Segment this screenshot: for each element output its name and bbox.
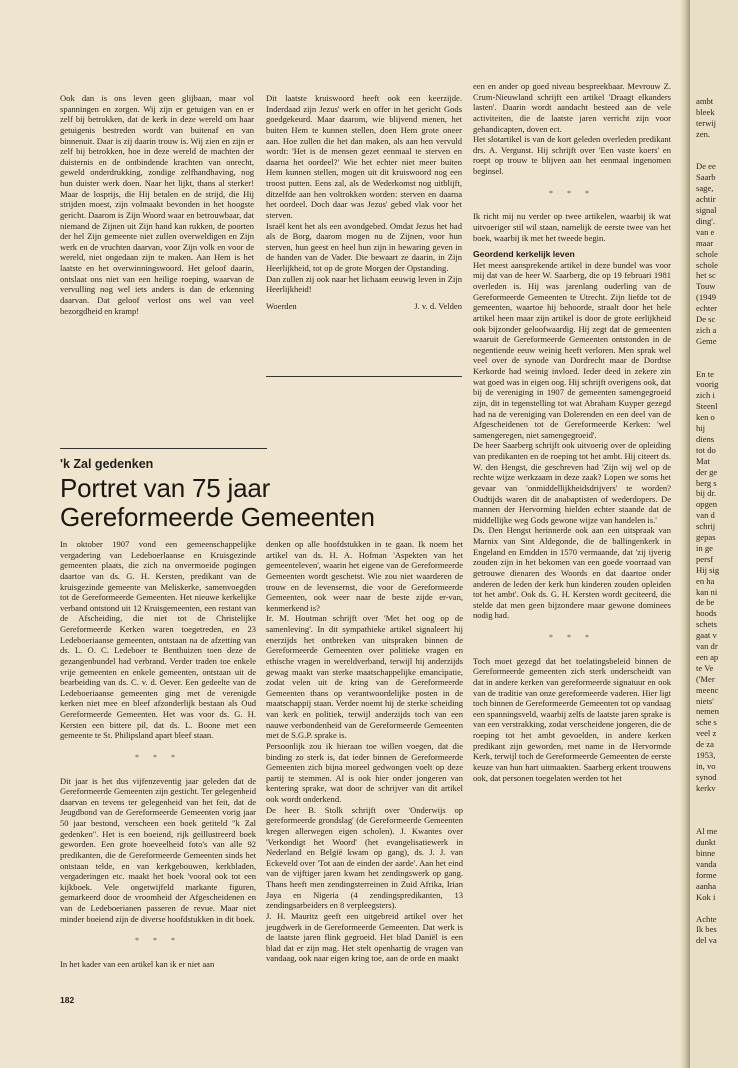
paragraph: Toch moet gezegd dat het toelatingsbeleid binnen de Gereformeerde gemeenten zich sterk onderscheidt van dat in andere kerken van gereformeerde signatuur en ook van de traditie van onze gereformeerde vaderen. Hier ligt toch binnen de Gereformeerde Gemeenten tot op vandaag een spanningsveld, waarbij zelfs de laatste jaren sprake is van een verstrakking, zodat verscheidene jongeren, die de roeping tot het ambt gevoelden, in andere kerken predikant zijn geworden, met name in de Hervormde Kerk, terwijl toch de Gereformeerde Gemeenten de eerste keuze van hun hart uitmaakten. Saarberg erkent trouwens ook, dat personen toegelaten werden tot het <box>473 655 671 783</box>
next-page-line: schrij <box>696 521 716 532</box>
next-page-line: signal <box>696 205 717 215</box>
section-stars: * * * <box>549 633 595 642</box>
next-page-line: sche s <box>696 717 717 728</box>
section-divider <box>60 448 267 449</box>
next-page-line: aanha <box>696 880 717 891</box>
next-page-line: voorig <box>696 379 719 390</box>
section-divider-right <box>266 376 462 377</box>
next-page-line: ambt <box>696 96 714 106</box>
next-page-line: (1949 <box>696 292 717 303</box>
signature-author: J. v. d. Velden <box>414 300 462 311</box>
next-page-line: persf <box>696 553 714 564</box>
next-page-line: De ee <box>696 161 716 172</box>
next-page-line: en ha <box>696 575 715 586</box>
paragraph: Dit jaar is het dus vijfenzeventig jaar geleden dat de Gereformeerde Gemeenten zijn gesticht. Ter gelegenheid daarvan en tevens ter gelegenheid van het feit, dat de Jeugdbond van de Gereformeerde Gemeenten vorig jaar 50 jaar bestond, verscheen een boek getiteld "k Zal gedenken". Het is een boeiend, rijk geïllustreerd boek geworden. Een grote hoeveelheid foto's van alle 92 predikanten, die de Gereformeerde Gemeenten sinds het ontstaan telde, en van kerkgebouwen, kerkbladen, vergaderingen etc. maakt het boek 'vooral ook tot een kijkboek. Vele ongetwijfeld markante figuren, gemarkeerd door de vroomheid der Afgescheidenen en van de Ledeboerianen passeren de revue. Maar niet minder boeiend zijn de diverse hoofdstukken in dit boek. <box>60 775 256 924</box>
paragraph: In het kader van een artikel kan ik er niet aan <box>60 958 215 969</box>
paragraph: Ds. Den Hengst herinnerde ook aan een uitspraak van Marnix van Sint Aldegonde, die de ballingenkerk in Engeland en Emdden in 1570 vermaande, dat 'zij ijverig zouden zijn in het bekomen van een goede voorraad van getrouwe dienaren des Woords en dat daartoe onder anderen de leden der kerk hun kinderen zouden opleiden tot het ambt'. Ook ds. G. H. Kersten wordt geciteerd, die stelde dat men geen bijzondere maar gewone dominees nodig had. <box>473 525 671 621</box>
section-stars: * * * <box>135 752 181 762</box>
next-page-line: kan ni <box>696 586 718 597</box>
paragraph: In oktober 1907 vond een gemeenschappelijke vergadering van Ledeboerlaanse en Kruisgezinde gemeenten plaats, die zich na onvermoeide pogingen daartoe van ds. G. H. Kersten, predikant van de kruisgezinde gemeente van Meliskerke, samenvoegden tot de Gereformeerde Gemeenten. Het nieuwe kerkelijke verband ontstond uit 12 Kruisgemeenten, een restant van de Afscheiding, die niet tot de Christelijke Gereformeerde Kerken waren toegetreden, en 23 Ledeboeriaanse gemeenten, ontstaan na de afzetting van ds. L. O. C. Ledeboer te Benthuizen toen deze de gezangenbundel had verbrand. Verder traden toe enkele vrije gemeenten en enkele gemeenten, ontstaan uit de bearbeiding van ds. C. v. d. Oever. Een gedeelte van de Ledeboeriaanse gemeenten ging met de verenigde kerken niet mee en bleef afzonderlijk bestaan als Oud Gereformeerde Gemeenten. Het was voor ds. G. H. Kersten een bittere pil, dat ds. L. Boone met een gemeente te St. Philipsland apart bleef staan. <box>60 539 256 741</box>
next-page-line: niets' <box>696 695 714 706</box>
next-page-line: hij <box>696 423 706 433</box>
next-page-line: tot do <box>696 444 716 455</box>
paragraph: Dan zullen zij ook naar het lichaam eeuwig leven in Zijn Heerlijkheid! <box>266 273 462 295</box>
next-page-line: dunkt <box>696 837 716 848</box>
next-page-line: kerkv <box>696 782 716 793</box>
article-kicker: 'k Zal gedenken <box>60 457 154 471</box>
article-column-3 <box>473 81 671 783</box>
next-page-line: ken o <box>696 412 715 423</box>
next-page-line: Ik bes <box>696 924 717 935</box>
next-page-line: meenc <box>696 684 719 695</box>
next-page-line: synod <box>696 771 717 782</box>
paragraph: Dit laatste kruiswoord heeft ook een keerzijde. Inderdaad zijn Jezus' werk en offer in het gericht Gods goedgekeurd. Maar daarom, wie blijvend menen, het buiten Hem te kunnen stellen, doen Hem grote oneer aan. Hoe zullen die het dan maken, als aan hen vervuld wordt: 'Het is de mensen gezet eenmaal te sterven en daarna het oordeel?' Wie het echter niet meer buiten Hem kunnen stellen, mogen uit dit kruiswoord nog een troost putten. Eens zal, als de Wederkomst nog uitblijft, ditzelfde aan hen voltrokken worden: sterven en daarna het oordeel. Doch daar was Jezus' gebed vlak voor het sterven. <box>266 93 462 220</box>
article-column-1 <box>60 539 256 970</box>
next-page-line: berg s <box>696 477 717 488</box>
paragraph: Ir. M. Houtman schrijft over 'Met het oog op de samenleving'. In dit sympathieke artikel signaleert hij enerzijds het ontbreken van uitspraken binnen de Gereformeerde Gemeenten over politieke vragen en ethische vragen in wereldverband, terwijl hij anderzijds gewag maakt van sterke maatschappelijke emancipatie, zodat velen uit de kring van de Gereformeerde Gemeenten thans op verantwoordelijke posten in de maatschappij staan. Verder noemt hij de sterke scheiding van kerk en politiek, terwijl anderzijds toch van een nauwe verbondenheid van de Gereformeerde Gemeenten met de S.G.P. sprake is. <box>266 613 463 741</box>
next-page-line: de za <box>696 739 714 750</box>
next-page-line: echter <box>696 303 717 314</box>
next-page-line: Geme <box>696 335 717 346</box>
next-page-line: het sc <box>696 270 716 281</box>
next-page-line: bleek <box>696 106 715 117</box>
next-page-line: binne <box>696 848 716 859</box>
paragraph: Ik richt mij nu verder op twee artikelen, waarbij ik wat uitvoeriger stil wil staan, namelijk de eerste twee van het boek, waarbij ik met het tweede begin. <box>473 211 671 243</box>
next-page-line: van d <box>696 510 715 521</box>
paragraph: Israël kent het als een avondgebed. Omdat Jezus het had als de Borg, daarom mogen nu de Zijnen, voor hun sterven, hun geest en heel hun zijn in bewaring geven in de handen van de Vader. Die bewaart ze daarin, in Zijn Heerlijkheid, tot op de grote Morgen der Opstanding. <box>266 220 462 273</box>
next-page-line: Saarb <box>696 172 716 183</box>
next-page-line: Hij sig <box>696 564 720 575</box>
article-headline <box>60 474 375 532</box>
next-page-line: in ge <box>696 542 713 553</box>
next-page-line: diens <box>696 433 715 444</box>
next-page-line: ('Mer <box>696 673 715 684</box>
next-page-line: nemen <box>696 706 719 717</box>
next-page-edge <box>690 0 738 1068</box>
page-number: 182 <box>60 995 75 1005</box>
next-page-line: hoods <box>696 608 717 619</box>
paragraph: Persoonlijk zou ik hieraan toe willen voegen, dat die binding zo sterk is, dat ieder binnen de Gereformeerde Gemeenten zich bijna moreel gedwongen voelt op deze partij te stemmen. Al is ook hier onder jongeren van kentering sprake, wat door de schrijver van dit artikel ook wordt onderkend. <box>266 740 463 804</box>
next-page-line: in, vo <box>696 760 716 771</box>
paragraph: denken op alle hoofdstukken in te gaan. Ik noem het artikel van ds. H. A. Hofman 'Aspekten van het gemeenteleven', waarin het eigene van de Gereformeerde Gemeenten wordt geschetst. Wie zou niet waarderen de trouw en de levensernst, die voor de Gereformeerde Gemeenten, ook weer naar de beste zijde er-van, kenmerkend is? <box>266 539 463 613</box>
next-page-line: een ap <box>696 651 719 662</box>
next-page-line: ding'. <box>696 215 715 226</box>
next-page-line: 1953, <box>696 750 716 760</box>
signature-place: Woerden <box>266 300 297 311</box>
next-page-line: veel z <box>696 728 717 739</box>
next-page-line: zen. <box>696 128 711 139</box>
next-page-line: del va <box>696 935 717 946</box>
next-page-line: En te <box>696 368 714 379</box>
paragraph: De heer Saarberg schrijft ook uitvoerig over de opleiding van predikanten en de roeping tot het ambt. Hij citeert ds. W. den Hengst, die geschreven had 'Zijn wij wel op de rechte wijze werkzaam in deze zaak? Lopen we soms het gevaar van 'onmiddellijkheidsdrijvers' te worden? Oudtijds waren dit de anabaptisten of wederdopers. De mannen der Hervorming hielden echter staande dat de middellijke weg Gods gewone wijze van handelen is.' <box>473 440 671 525</box>
page-fold <box>680 0 690 1068</box>
next-page-line: Achte <box>696 913 717 924</box>
paragraph: Ook dan is ons leven geen glijbaan, maar vol spanningen en zorgen. Wij zijn er getuigen van en er zelf bij betrokken, dat de kerk in deze wereld om haar getuigenis bestreden wordt van buitenaf en van binnenuit. Daar is zij daarin trouw is. Wij zien en zijn er zelf bij betrokken, hoe in deze wereld de machten der duisternis en de ontbindende krachten van onrecht, geweld onderdrukking, zondige zelfhandhaving, nog hun duister werk doen. Naar het lijkt, thans al sterker! Maar de losprijs, die Hij betalen en de strijd, die Hij strijden moest, zijn volmaakt bevonden in het hoogste gericht. Daarom is Zijn Woord waar en betrouwbaar, dat niemand de Zijnen uit Zijn hand kan rukken, de poorten der hel Zijn gemeente niet zullen overweldigen en Zijn werk en de vruchten daarvan, voor Zijn volk en voor de wereld, niet ongedaan zijn te maken. Aan Hem is het laatste en het overwinningswoord. Het geloof daarin, ontslaat ons niet van een heilige roeping, waarvan de vervulling nog wel iets anders is dan de erkenning daarvan. Dat geloof verlost ons wel van veel bezorgdheid en kramp! <box>60 93 254 316</box>
next-page-line: der ge <box>696 466 718 477</box>
headline-line-1: Portret van 75 jaar <box>60 473 271 503</box>
paragraph: Het meest aansprekende artikel in deze bundel was voor mij dat van de heer W. Saarberg, die op 19 februari 1981 overleden is. Hij was jarenlang ouderling van de Gereformeerde Gemeenten te Utrecht. Zijn liefde tot de gemeenten, waartoe hij behoorde, straalt door het hele artikel heen maar zijn artikel is door de grote eerlijkheid ook bijzonder geloofwaardig. Hij zegt dat de gemeenten waaruit de Gereformeerde Gemeenten ontstonden in de negentiende eeuw weinig heeft verloren. Men sprak wel veel over de synode van Dordrecht maar de Dordtse Kerkorde had weinig invloed. Ieder deed in zekere zin wat goed was in eigen oog. Hij schrijft overigens ook, dat bij de vereniging in 1907 de gemeenten samengegroeid zijn, dit in tegenstelling tot wat Abraham Kuyper gezegd had na de vereniging van Dolerenden en een deel van de Afgescheidenen tot de Gereformeerde Kerken: 'wel samengeregen, niet samengegroeid'. <box>473 259 671 440</box>
paragraph: een en ander op goed niveau bespreekbaar. Mevrouw Z. Crum-Nieuwland schrijft een artikel 'Draagt elkanders lasten'. Daarin wordt aandacht besteed aan de vele activiteiten, die de laatste jaren verricht zijn voor gehandicapten, doven ect. <box>473 81 671 134</box>
next-page-line: gepas <box>696 532 716 542</box>
next-page-line: van dr <box>696 641 718 651</box>
next-page-line: terwij <box>696 117 717 128</box>
article-column-2 <box>266 539 463 964</box>
next-page-line: schole <box>696 259 718 270</box>
next-page-line: zich a <box>696 324 717 335</box>
next-page-line: Steenl <box>696 401 718 412</box>
headline-line-2: Gereformeerde Gemeenten <box>60 502 375 532</box>
next-page-line: forme <box>696 869 717 880</box>
next-page-line: te Ve <box>696 662 714 673</box>
next-page-line: Al me <box>696 826 718 837</box>
next-page-line: Mat <box>696 455 710 466</box>
next-page-line: schole <box>696 248 718 259</box>
next-page-line: Touw <box>696 281 716 292</box>
top-column-2 <box>266 93 462 312</box>
next-page-line: opgen <box>696 499 718 510</box>
signature <box>266 301 462 312</box>
next-page-line: maar <box>696 237 714 248</box>
next-page-line: bij dr. <box>696 488 717 499</box>
next-page-line: achtir <box>696 194 716 205</box>
next-page-line: De sc <box>696 314 716 324</box>
next-page-line: de be <box>696 597 715 608</box>
subheading: Geordend kerkelijk leven <box>473 249 575 260</box>
next-page-line: van e <box>696 226 715 237</box>
paragraph: De heer B. Stolk schrijft over 'Onderwijs op gereformeerde grondslag' (de Gereformeerde Gemeenten kregen allerwegen eigen scholen). J. Kwantes over 'Verkondigt het Woord' (het evangelisatiewerk in Nederland en België kwam op gang), ds. J. J. van Eckeveld over 'Tot aan de einden der aarde'. Aan het eind van de vijftiger jaren kwam het zendingswerk op gang. Thans heeft men zendingsterreinen in Zuid Afrika, Irian Jaya en Nigeria (4 zendingspredikanten, 13 zendingsarbeiders en 8 verpleegsters). <box>266 804 463 911</box>
next-page-line: zich i <box>696 390 715 401</box>
top-column-1 <box>60 93 254 316</box>
next-page-line: Kok i <box>696 891 716 902</box>
next-page-line: schets <box>696 619 718 630</box>
section-stars: * * * <box>135 936 181 946</box>
next-page-line: gaat v <box>696 630 717 641</box>
next-page-line: sage, <box>696 183 714 194</box>
next-page-line: vanda <box>696 859 717 869</box>
paragraph: J. H. Mauritz geeft een uitgebreid artikel over het jeugdwerk in de Gereformeerde Gemeenten. Dat werk is de laatste jaren flink gegroeid. Het blad Daniël is een blad dat er zijn mag. Het stelt openhartig de vragen van vandaag, ook naar eigen kring toe, aan de orde en maakt <box>266 910 463 964</box>
paragraph: Het slotartikel is van de kort geleden overleden predikant drs. A. Vergunst. Hij schrijft over 'Een vaste koers' en roept op trouw te blijven aan het eenmaal ingenomen beginsel. <box>473 134 671 176</box>
section-stars: * * * <box>549 188 595 198</box>
